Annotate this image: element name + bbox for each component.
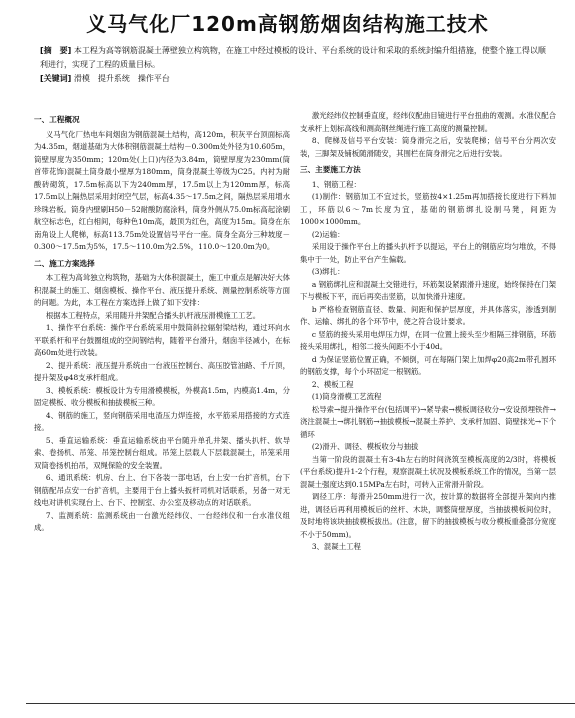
paragraph: 当第一阶段的混凝土有3-4h左右的时间浇筑至模板高度的2/3时，将模板(平台系统)提升1-2个行程，观察混凝土状况及模板系统工作的情况，当第一层混凝土强度达到0.15MPa左右时，可转入正常滑升阶段。	[300, 454, 556, 489]
paragraph: 8、爬梯及信号平台安装：筒身滑完之后，安装爬梯；信号平台分两次安装，三脚架及铺板随滑随安，其围栏在筒身滑完之后进行安装。	[300, 136, 556, 158]
abstract-line	[40, 44, 547, 72]
paragraph: 采用设于操作平台上的播头扒杆予以提运，平台上的钢筋应均匀堆放，不得集中于一处，防止平台产生偏载。	[300, 242, 556, 264]
section-heading: 三、主要施工方法	[300, 165, 361, 174]
bottom-rule	[26, 703, 575, 704]
paragraph: (2)运输：	[311, 229, 345, 239]
paragraph: d 为保证竖筋位置正确，不倾倒，可在每隔门架上加焊φ20高2m带孔圆环的钢筋支撑，每个小环固定一根钢筋。	[300, 354, 556, 376]
paragraph: 7、监测系统：监测系统由一台激光经纬仪、一台经纬仪和一台水准仪组成。	[34, 510, 290, 532]
paragraph: 激光经纬仪控制垂直度，经纬仪配曲目镜进行平台扭曲的观测。水准仪配合支承杆上划标高线和测高钢丝绳进行施工高度的测量控制。	[300, 111, 556, 133]
left-column	[34, 110, 290, 535]
paragraph: 1、操作平台系统：操作平台系统采用中鼓筒斜拉辐射梁结构，通过环向水平联系杆和平台鼓圈组成的空间钢结构，随着平台滑升，烟囱半径减小，在标高60m处进行改装。	[34, 323, 290, 357]
keywords-label: [关键词]	[40, 74, 72, 83]
paragraph: (3)绑扎：	[311, 267, 345, 276]
paragraph: (2)滑升、调径、模板收分与抽拔	[311, 442, 419, 451]
paragraph: 4、钢筋的施工，竖向钢筋采用电渣压力焊连接，水平筋采用搭接的方式连接。	[34, 410, 290, 432]
paragraph: 2、提升系统：液压提升系统由一台液压控制台、高压胶管油路、千斤顶，提升架及φ48支承杆组成。	[34, 360, 290, 382]
keywords-line	[40, 72, 547, 86]
paragraph: 本工程为高耸独立构筑物，基础为大体积混凝土，施工中重点是解决好大体积混凝土的施工、烟囱模板、操作平台、液压提升系统、测量控制系统等方面的问题。为此，本工程在方案选择上做了如下安排：	[34, 273, 290, 307]
right-column	[300, 110, 556, 554]
keywords-text: 滑模 提升系统 操作平台	[73, 74, 170, 83]
paragraph: c 竖筋的接头采用电焊压力焊，在同一位置上接头至少相隔三排钢筋，环筋接头采用绑扎，相邻二接头间距不小于40d。	[300, 329, 556, 351]
paragraph: 1、钢筋工程：	[311, 179, 361, 189]
paragraph: a 钢筋绑扎应和混凝土交错进行，环筋架设紧跟滑升速度，始终保持在门架下与模板下平，而后再奕击竖筋，以加快滑升速度。	[300, 279, 556, 301]
paragraph: 调径工序：每滑升250mm进行一次，按计算的数据将全部提升架向内推进，调径后再利用模板后的丝杆、木块，调整筒壁厚度，当抽拔模板间位时，及时地将该块抽拔模板拔出。(注意，留下的抽拔模板与收分模板重叠部分宽度不小于50mm)。	[300, 492, 556, 539]
section-heading: 二、施工方案选择	[34, 258, 95, 268]
paragraph: 3、模板系统：模板设计为专用滑模模板，外模高1.5m，内模高1.4m，分固定模板、收分模板和抽拔模板三种。	[34, 385, 290, 407]
paragraph: (1)筒身滑模工艺流程	[311, 392, 382, 401]
paragraph: 3、混凝土工程	[311, 542, 361, 551]
paragraph: b 严格检查钢筋直径、数量、间距和保护层厚度，并具体落实，渗透到制作、运输、绑扎的各个环节中，使之符合设计要求。	[300, 304, 556, 326]
abstract	[40, 44, 547, 86]
abstract-label: [摘 要]	[40, 46, 72, 55]
paragraph: 义马气化厂热电车间烟囱为钢筋混凝土结构，高120m，积灰平台顶面标高为4.35m，烟道基础为大体积钢筋混凝土结构－0.300m处外径为10.605m，筒壁厚度为350mm；120m处(上口)内径为3.84m，筒壁厚度为230mm(筒首带花饰)混凝土筒身最小壁厚为180mm，筒身混凝土等级为C25。内衬为耐酸砖砌筑，17.5m标高以下为240mm厚，17.5m以上为120mm厚，标高17.5m以上隔热层采用封闭空气层，标高4.35～17.5m之间，隔热层采用增水珍珠岩板。筒身内壁刷H50－52耐酸防腐涂料，筒身外侧从75.0m标高起涂刷航空标志色，红白相间，每种色10m高，最顶为红色，高度为15m。筒身在东南角设上人爬梯，标高113.75m处设置信号平台一座。筒身全高分三种坡度－0.300～17.5m为5%，17.5～110.0m为2.5%，110.0～120.0m为0。	[34, 129, 290, 251]
paragraph: 5、垂直运输系统：垂直运输系统由平台随升单孔井架、播头扒杆、软导索、卷扬机、吊笼、吊笼控制台组成。吊笼上层载人下层载混凝土，吊笼采用双筒卷扬机拍吊，双绳保险的安全装置。	[34, 435, 290, 470]
paragraph: 2、模板工程	[311, 379, 354, 389]
abstract-text: 本工程为高等钢筋混凝土薄壁独立构筑物，在施工中经过模板的设计、平台系统的设计和采取的系统封编升组措施，使整个施工得以顺利进行，实现了工程的质量目标。	[40, 46, 546, 69]
paragraph: (1)制作：钢筋加工不宜过长，竖筋按4×1.25m再加搭接长度进行下料加工，环筋以6～7m长度为宜，基础的钢筋绑扎设制马凳，间距为1000×1000mm。	[300, 192, 556, 226]
paragraph: 6、通讯系统：机房、台上、台下各装一部电话，台上安一台扩音机，台下钢筋配吊点安一台扩音机，主要用于台上播头扳杆司机对话联系，另备一对无线电对讲机实现台上、台下、控制室、办公室及移动点的对话联系。	[34, 473, 290, 507]
paragraph: 根据本工程特点，采用随升井架配合播头扒杆液压滑模施工工艺。	[45, 310, 261, 320]
section-heading: 一、工程概况	[34, 115, 80, 124]
paragraph: 松导索→提升操作平台(包括调平)→紧导索→模板调径收分→安设预埋铁件→浇注混凝土→绑扎钢筋→抽拔模板→混凝土养护、支承杆加固、筒壁抹光→下个循环	[300, 404, 556, 439]
page-title: 义马气化厂120m高钢筋烟囱结构施工技术	[86, 12, 489, 36]
